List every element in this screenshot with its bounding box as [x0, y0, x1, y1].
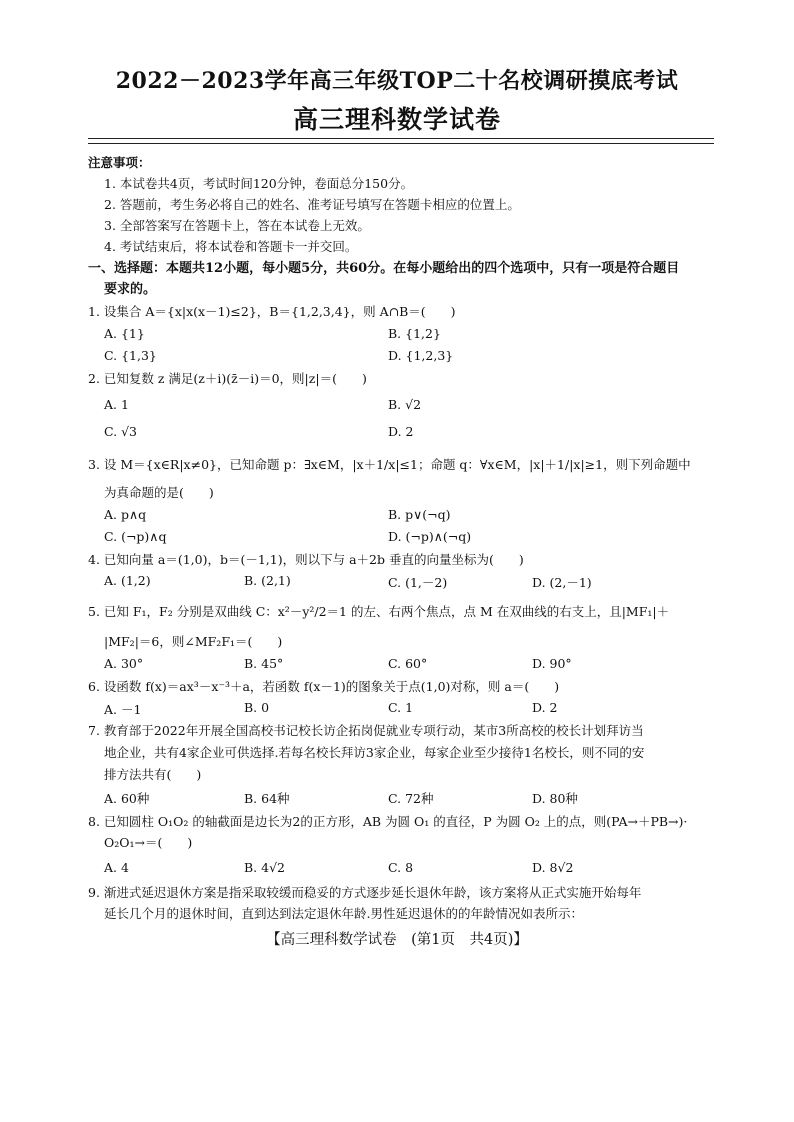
question-7-stem-cont: 排方法共有( ) — [104, 767, 202, 782]
question-6-stem: 6. 设函数 f(x)＝ax³－x⁻³＋a，若函数 f(x－1)的图象关于点(1,0)对称，则 a＝( ) — [88, 679, 560, 694]
question-3-stem-cont: 为真命题的是( ) — [104, 485, 214, 500]
question-3-stem: 3. 设 M＝{x∈R|x≠0}，已知命题 p：∃x∈M，|x＋1/x|≤1；命题 q：∀x∈M，|x|＋1/|x|≥1，则下列命题中 — [88, 457, 691, 472]
question-5-option-d: D. 90° — [532, 656, 572, 671]
question-8-stem: 8. 已知圆柱 O₁O₂ 的轴截面是边长为2的正方形，AB 为圆 O₁ 的直径，P 为圆 O₂ 上的点，则(PA→＋PB→)· — [88, 814, 688, 829]
question-7-option-a: A. 60种 — [104, 791, 150, 806]
question-7-stem: 7. 教育部于2022年开展全国高校书记校长访企拓岗促就业专项行动，某市3所高校的校长计划拜访当 — [88, 723, 644, 738]
question-1-option-b: B. {1,2} — [388, 326, 441, 341]
question-7-stem-cont: 地企业，共有4家企业可供选择.若每名校长拜访3家企业，每家企业至少接待1名校长，则不同的安 — [104, 745, 645, 760]
exam-title: 2022－2023学年高三年级TOP二十名校调研摸底考试 — [115, 68, 679, 94]
question-5-option-c: C. 60° — [388, 656, 428, 671]
question-1-option-c: C. {1,3} — [104, 348, 157, 363]
question-9-stem-cont: 延长几个月的退休时间，直到达到法定退休年龄.男性延迟退休的的年龄情况如表所示： — [104, 906, 583, 921]
question-9-stem: 9. 渐进式延迟退休方案是指采取较缓而稳妥的方式逐步延长退休年龄，该方案将从正式实施开始每年 — [88, 885, 642, 900]
question-2-option-c: C. √3 — [104, 424, 137, 439]
page-footer: 【高三理科数学试卷 (第1页 共4页)】 — [266, 932, 528, 948]
question-8-option-b: B. 4√2 — [244, 860, 286, 875]
title-divider-thick — [88, 138, 714, 139]
question-5-option-b: B. 45° — [244, 656, 284, 671]
question-6-option-b: B. 0 — [244, 700, 270, 715]
question-8-option-d: D. 8√2 — [532, 860, 574, 875]
section-heading: 一、选择题：本题共12小题，每小题5分，共60分。在每小题给出的四个选项中，只有一项是符合题目 — [88, 261, 680, 276]
question-2-option-d: D. 2 — [388, 424, 414, 439]
question-5-stem-cont: |MF₂|＝6，则∠MF₂F₁＝( ) — [104, 634, 283, 649]
question-1-stem: 1. 设集合 A＝{x|x(x－1)≤2}，B＝{1,2,3,4}，则 A∩B＝( ) — [88, 304, 456, 319]
question-3-option-d: D. (¬p)∧(¬q) — [388, 529, 472, 544]
question-7-option-d: D. 80种 — [532, 791, 578, 806]
question-7-option-c: C. 72种 — [388, 791, 434, 806]
question-3-option-b: B. p∨(¬q) — [388, 507, 451, 522]
question-2-option-b: B. √2 — [388, 397, 422, 412]
notice-item: 2. 答题前，考生务必将自己的姓名、准考证号填写在答题卡相应的位置上。 — [104, 197, 520, 212]
question-4-option-b: B. (2,1) — [244, 573, 291, 588]
question-8-stem-cont: O₂O₁→＝( ) — [104, 835, 193, 850]
notice-item: 4. 考试结束后，将本试卷和答题卡一并交回。 — [104, 239, 358, 254]
notice-item: 1. 本试卷共4页，考试时间120分钟，卷面总分150分。 — [104, 176, 414, 191]
question-4-option-a: A. (1,2) — [104, 573, 151, 588]
question-6-option-d: D. 2 — [532, 700, 558, 715]
question-1-option-a: A. {1} — [104, 326, 145, 341]
question-8-option-c: C. 8 — [388, 860, 414, 875]
question-3-option-c: C. (¬p)∧q — [104, 529, 167, 544]
question-2-stem: 2. 已知复数 z 满足(z＋i)(z̄－i)＝0，则|z|＝( ) — [88, 371, 367, 386]
question-2-option-a: A. 1 — [104, 397, 129, 412]
question-4-option-d: D. (2,－1) — [532, 575, 592, 590]
question-6-option-a: A. －1 — [104, 702, 142, 717]
question-5-stem: 5. 已知 F₁，F₂ 分别是双曲线 C：x²－y²/2＝1 的左、右两个焦点，点 M 在双曲线的右支上，且|MF₁|＋ — [88, 604, 670, 619]
notice-item: 3. 全部答案写在答题卡上，答在本试卷上无效。 — [104, 218, 370, 233]
question-4-stem: 4. 已知向量 a＝(1,0)，b＝(－1,1)，则以下与 a＋2b 垂直的向量坐标为( ) — [88, 552, 524, 567]
question-5-option-a: A. 30° — [104, 656, 144, 671]
question-8-option-a: A. 4 — [104, 860, 129, 875]
section-heading-cont: 要求的。 — [104, 282, 157, 297]
question-6-option-c: C. 1 — [388, 700, 414, 715]
question-1-option-d: D. {1,2,3} — [388, 348, 454, 363]
question-3-option-a: A. p∧q — [104, 507, 147, 522]
exam-subject-title: 高三理科数学试卷 — [292, 105, 501, 134]
question-4-option-c: C. (1,－2) — [388, 575, 448, 590]
question-7-option-b: B. 64种 — [244, 791, 290, 806]
notice-heading: 注意事项： — [88, 155, 151, 170]
title-divider-thin — [88, 143, 714, 144]
